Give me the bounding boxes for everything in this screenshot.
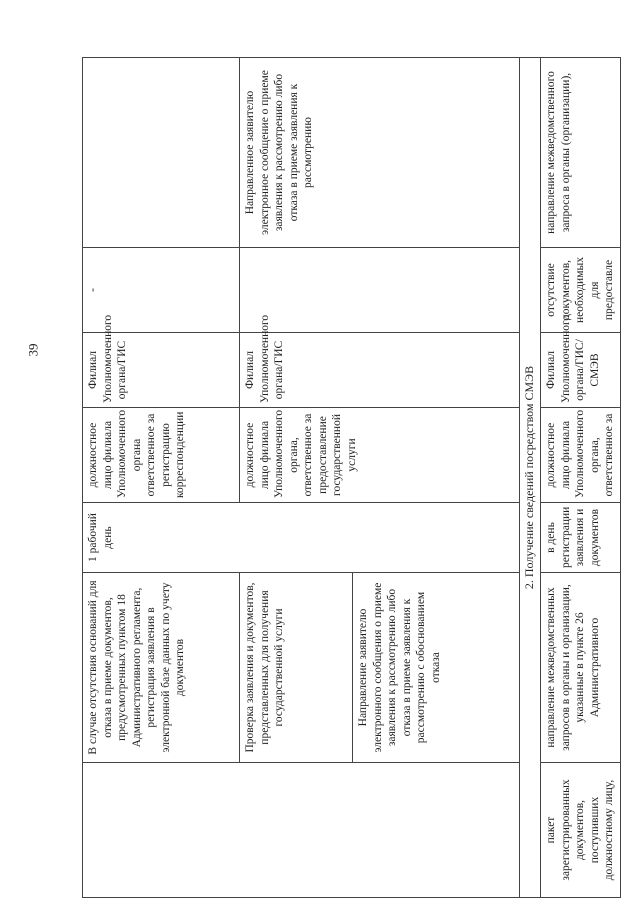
table-cell (541, 248, 621, 333)
cell-text: 1 рабочий день (87, 513, 114, 562)
page-number: 39 (25, 343, 41, 357)
cell-text: Направление заявителю электронного сообщения о приеме заявления к рассмотрению либо отказа в приеме заявления к рассмотрению с обоснованием отказа (357, 582, 442, 753)
table-cell (541, 573, 621, 763)
cell-empty (83, 763, 520, 898)
cell-text: - (87, 288, 99, 292)
table-row (83, 58, 240, 898)
cell-text: должностное лицо филиала Уполномоченного органа ответственное за регистрацию корреспонденции (87, 409, 186, 498)
cell-text: Филиал Уполномоченного органа/ГИС (87, 314, 128, 403)
cell-text: Направленное заявителю электронное сообщение о приеме заявления к рассмотрению либо отказа в приеме заявления к рассмотрению (244, 70, 314, 235)
table-cell (541, 58, 621, 248)
cell-text: Проверка заявления и документов, представленных для получения государственной услуги (244, 582, 285, 753)
rotated-sheet (82, 58, 615, 898)
cell-text: пакет зарегистрированных документов, поступивших должностному лицу, (545, 779, 615, 881)
cell-text: в день регистрации заявления и документов (545, 506, 601, 568)
section-title: 2. Получение сведений посредством СМЭВ (520, 58, 541, 898)
cell-text: В случае отсутствия оснований для отказа в приеме документов, предусмотренных пунктом 18 Административного регламента, регистрация заявления в электронной базе данных по учету документов (87, 580, 186, 755)
cell-text: должностное лицо филиала Уполномоченного органа, ответственное за предоставление государственной услуги (244, 409, 358, 498)
table-cell (240, 408, 520, 503)
table-cell (541, 314, 621, 408)
table-cell (83, 314, 240, 408)
cell-text: направление межведомственного запроса в органы (организации), (545, 71, 572, 234)
cell-text: отсутствие документов, необходимых для предоставле (545, 257, 615, 323)
table-cell (541, 408, 621, 503)
table-cell (83, 503, 520, 573)
table-cell (240, 248, 520, 333)
procedure-table (82, 57, 621, 898)
cell-text: направление межведомственных запросов в органы и организации, указанные в пункте 26 Административного (545, 584, 601, 751)
section-row (520, 58, 541, 898)
table-cell (83, 58, 240, 248)
cell-text: должностное лицо филиала Уполномоченного органа, ответственное за (545, 409, 615, 498)
table-cell (240, 58, 520, 248)
table-cell (83, 408, 240, 503)
cell-text: Филиал Уполномоченного органа/ГИС (244, 314, 285, 403)
table-row (541, 58, 621, 898)
landscape-table-container (82, 58, 615, 898)
table-cell (83, 573, 240, 763)
table-cell (240, 314, 520, 408)
table-cell (353, 573, 520, 763)
table-cell (541, 763, 621, 898)
cell-text: Филиал Уполномоченного органа/ГИС/ СМЭВ (545, 314, 601, 403)
table-cell (240, 573, 353, 763)
table-cell (541, 503, 621, 573)
